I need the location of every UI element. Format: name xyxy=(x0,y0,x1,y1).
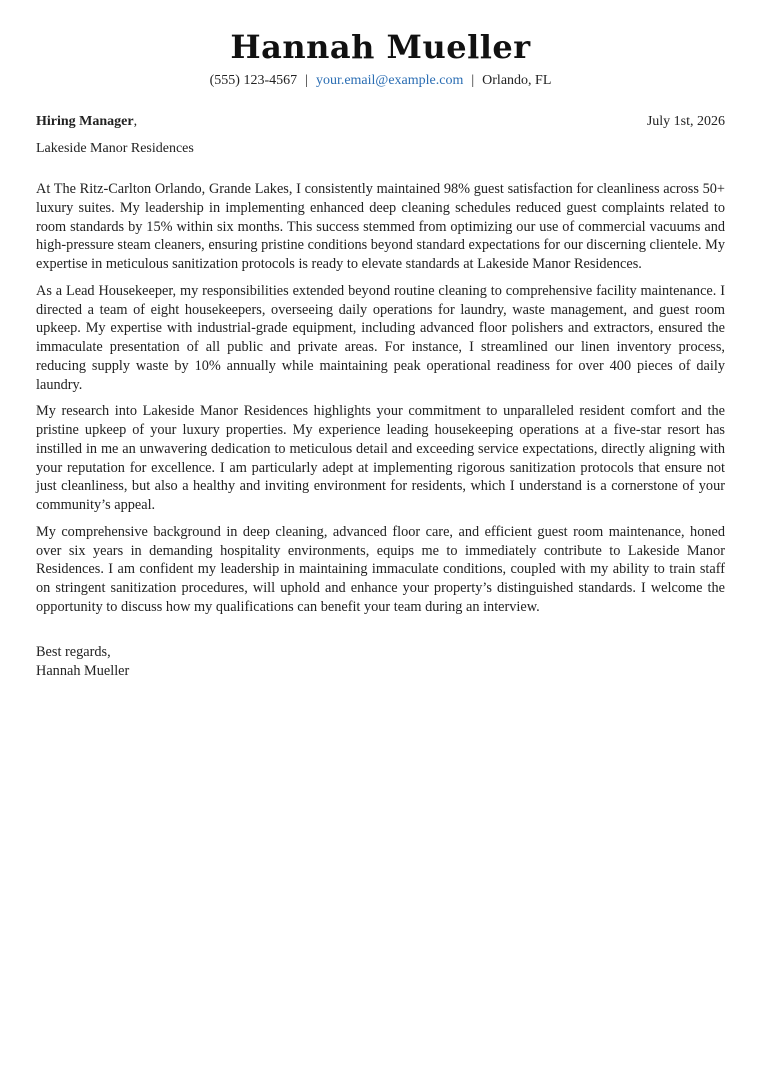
applicant-name: Hannah Mueller xyxy=(230,28,531,66)
recipient-name: Hiring Manager xyxy=(36,114,134,129)
phone-number: (555) 123-4567 xyxy=(209,73,298,88)
paragraph: My comprehensive background in deep cleaning, advanced floor care, and efficient guest room maintenance, honed over six years in demanding hospitality environments, equips me to immediately contribute to Lakeside Manor Residences. I am confident my leadership in maintaining immaculate conditions, coupled with my ability to train staff on stringent sanitization procedures, will uphold and enhance your property’s distinguished standards. I welcome the opportunity to discuss how my qualifications can benefit your team during an interview. xyxy=(36,523,725,615)
letter-body xyxy=(36,180,725,625)
contact-line xyxy=(36,73,725,89)
recipient-company: Lakeside Manor Residences xyxy=(36,141,194,156)
paragraph: As a Lead Housekeeper, my responsibilities extended beyond routine cleaning to comprehensive facility maintenance. I directed a team of eight housekeepers, overseeing daily operations for laundry, waste management, and guest room upkeep. My expertise with industrial-grade equipment, including advanced floor polishers and extractors, ensured the immaculate presentation of all public and private areas. For instance, I streamlined our linen inventory process, reducing supply waste by 10% annually while maintaining peak operational readiness for over 400 pieces of daily laundry. xyxy=(36,282,725,393)
letter-date: July 1st, 2026 xyxy=(646,114,725,129)
greeting-row xyxy=(36,114,725,130)
signature-name: Hannah Mueller xyxy=(36,662,130,679)
contact-separator: | xyxy=(471,73,475,88)
closing-phrase: Best regards, xyxy=(36,644,111,660)
paragraph: My research into Lakeside Manor Residences highlights your commitment to unparalleled resident comfort and the pristine upkeep of your luxury properties. My experience leading housekeeping operations at a five-star resort has instilled in me an unwavering dedication to meticulous detail and exceeding service expectations, directly aligning with your reputation for excellence. I am particularly adept at implementing rigorous sanitization protocols that ensure not just cleanliness, but also a healthy and inviting environment for residents, which I understand is a cornerstone of your community’s appeal. xyxy=(36,403,725,513)
email-link[interactable]: your.email@example.com xyxy=(315,73,464,88)
location: Orlando, FL xyxy=(482,73,552,88)
letter-closing xyxy=(36,643,129,681)
contact-separator: | xyxy=(305,73,308,88)
recipient-comma: , xyxy=(133,114,138,129)
paragraph: At The Ritz-Carlton Orlando, Grande Lakes, I consistently maintained 98% guest satisfaction for cleanliness across 50+ luxury suites. My leadership in implementing enhanced deep cleaning schedules reduced guest complaints related to room standards by 15% within six months. This success stemmed from optimizing our use of commercial vacuums and high-pressure steam cleaners, ensuring pristine conditions beyond standard expectations for our discerning clientele. My expertise in meticulous sanitization protocols is ready to elevate standards at Lakeside Manor Residences. xyxy=(36,181,725,272)
